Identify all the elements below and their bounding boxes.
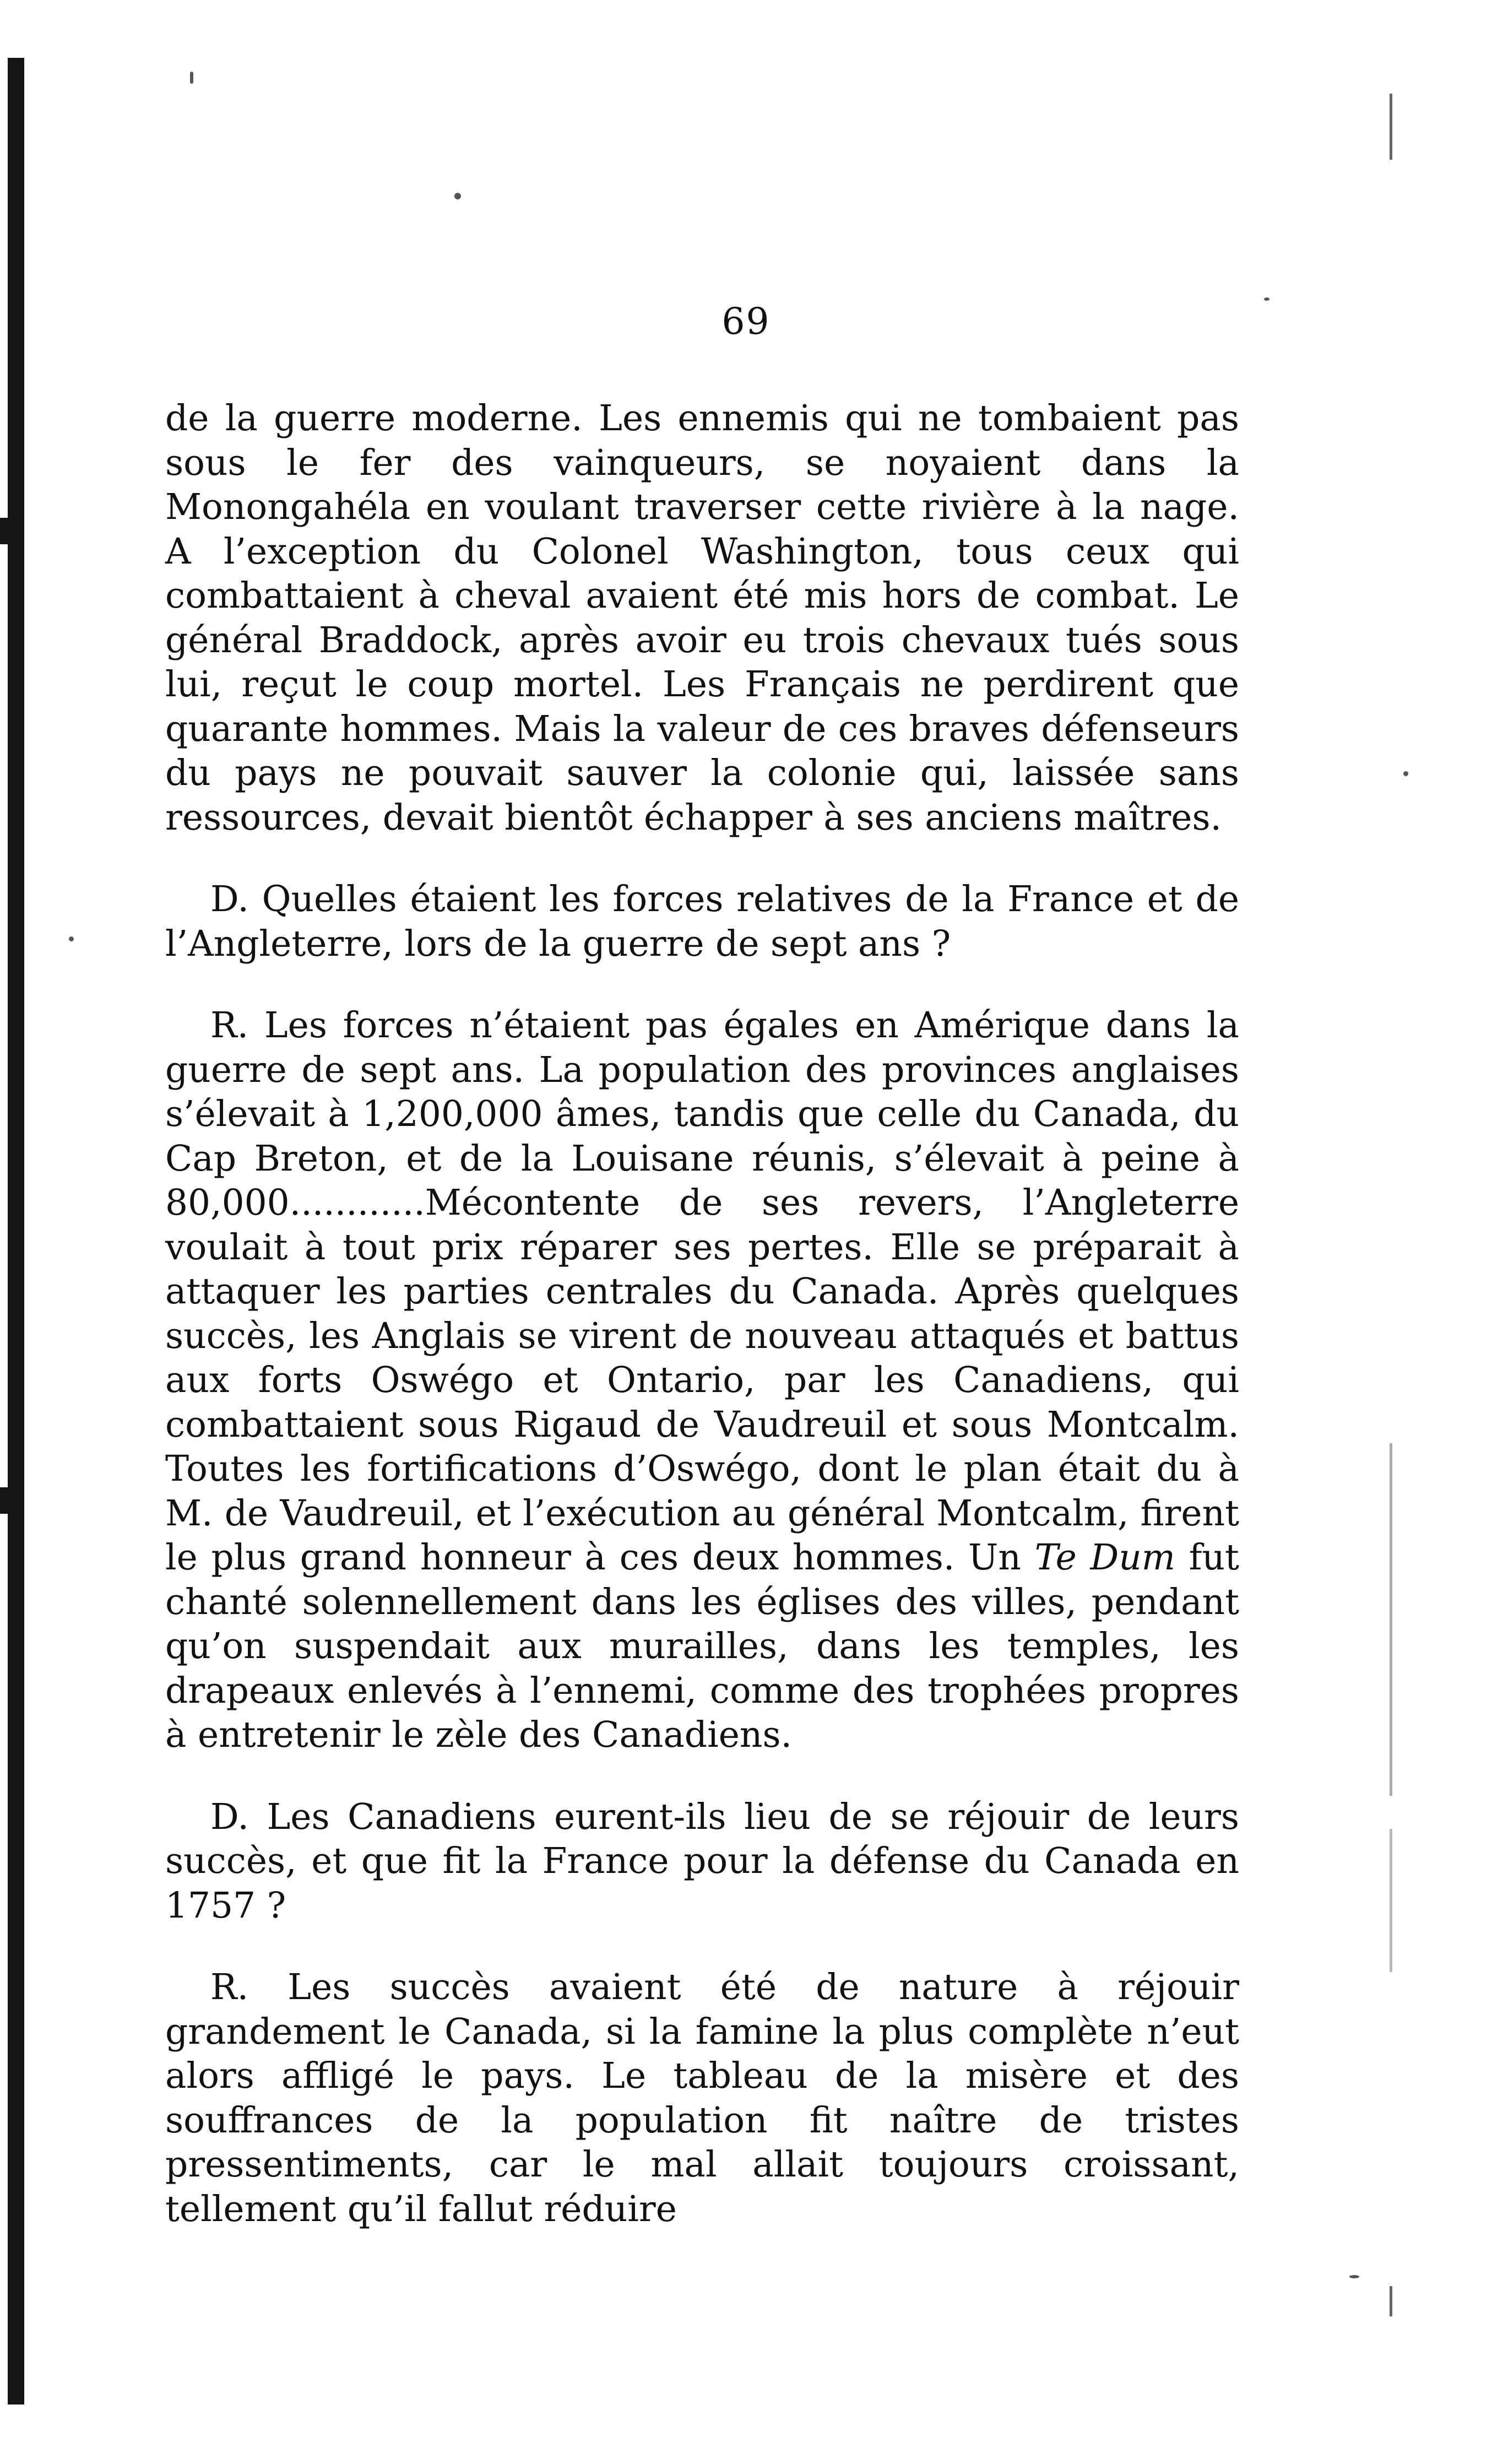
binding-edge-shadow xyxy=(8,58,24,2405)
answer-paragraph: R. Les succès avaient été de nature à réjouir grandement le Canada, si la famine la plus complète n’eut alors affligé le pays. Le tableau de la misère et des souffrances de la population fit naître de tristes pressentiments, car le mal allait toujours croissant, tellement qu’il fallut réduire xyxy=(165,1967,1239,2230)
scan-edge-mark xyxy=(1390,1829,1392,1972)
scan-edge-mark xyxy=(1390,94,1392,160)
scan-speck xyxy=(454,193,461,199)
binding-notch xyxy=(0,518,24,544)
scan-speck xyxy=(1403,771,1408,776)
scan-edge-mark xyxy=(1390,2286,1392,2316)
scan-speck xyxy=(190,72,193,84)
scan-edge-mark xyxy=(1390,1443,1392,1796)
paragraph-continuation: de la guerre moderne. Les ennemis qui ne tombaient pas sous le fer des vainqueurs, se noyaient dans la Monongahéla en voulant traverser cette rivière à la nage. A l’exception du Colonel Washington, tous ceux qui combattaient à cheval avaient été mis hors de combat. Le général Braddock, après avoir eu trois chevaux tués sous lui, reçut le coup mortel. Les Français ne perdirent que quarante hommes. Mais la valeur de ces braves défenseurs du pays ne pouvait sauver la colonie qui, laissée sans ressources, devait bientôt échapper à ses anciens maîtres. xyxy=(165,398,1239,838)
page-number: 69 xyxy=(721,300,771,343)
answer-paragraph xyxy=(165,1004,1239,1758)
body-text xyxy=(165,397,1239,2232)
italic-term: Te Dum xyxy=(1034,1537,1175,1578)
binding-notch xyxy=(0,1487,24,1514)
scan-speck xyxy=(1349,2275,1359,2278)
answer-text-before: R. Les forces n’étaient pas égales en Amérique dans la guerre de sept ans. La population des provinces anglaises s’élevait à 1,200,000 âmes, tandis que celle du Canada, du Cap Breton, et de la Louisane réunis, s’élevait à peine à 80,000............Mécontente de ses revers, l’Angleterre voulait à tout prix réparer ses pertes. Elle se préparait à attaquer les parties centrales du Canada. Après quelques succès, les Anglais se virent de nouveau attaqués et battus aux forts Oswégo et Ontario, par les Canadiens, qui combattaient sous Rigaud de Vaudreuil et sous Montcalm. Toutes les fortifications d’Oswégo, dont le plan était du à M. de Vaudreuil, et l’exécution au général Montcalm, firent le plus grand honneur à ces deux hommes. Un xyxy=(165,1005,1239,1578)
answer-text-after: fut chanté solennellement dans les églises des villes, pendant qu’on suspendait aux murailles, dans les temples, les drapeaux enlevés à l’ennemi, comme des trophées propres à entretenir le zèle des Canadiens. xyxy=(165,1537,1239,1756)
question-paragraph: D. Les Canadiens eurent-ils lieu de se réjouir de leurs succès, et que fit la France pour la défense du Canada en 1757 ? xyxy=(165,1796,1239,1926)
scan-speck xyxy=(69,936,74,941)
question-paragraph: D. Quelles étaient les forces relatives de la France et de l’Angleterre, lors de la guerre de sept ans ? xyxy=(165,879,1239,965)
